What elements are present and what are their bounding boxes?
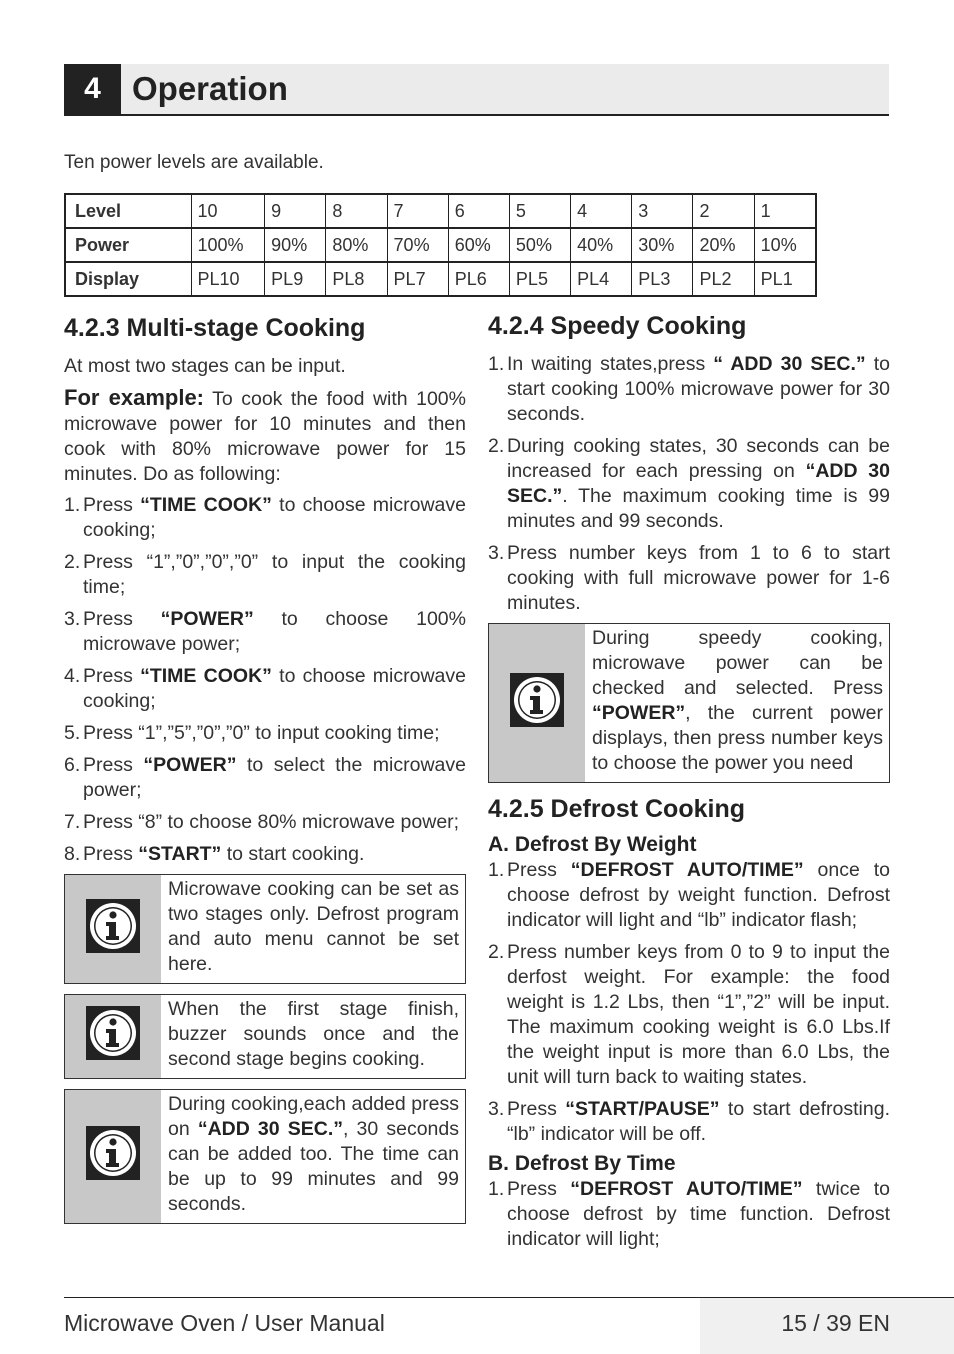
step-number: 8. (64, 843, 81, 865)
info-icon-box (489, 624, 585, 782)
text-fragment: to start cooking 100% microwave power for 30 seconds. (507, 353, 890, 425)
table-cell: 7 (387, 194, 448, 228)
step-number: 3. (488, 542, 505, 564)
text-fragment: Press number keys from 0 to 9 to input the derfost weight. For example: the food weight is 1.2 Lbs, then “1”,”2” will be input. The maximum cooking weight is 6.0 Lbs.If the weight input is more than 6.0 Lbs, the unit will turn back to waiting states. (507, 941, 890, 1088)
section-title-defrost: 4.2.5 Defrost Cooking (488, 795, 745, 823)
table-cell: 6 (448, 194, 509, 228)
bold-key-label: “DEFROST AUTO/TIME” (570, 859, 804, 881)
text-fragment: When the first stage finish, buzzer sounds once and the second stage begins cooking. (168, 998, 459, 1070)
text-fragment: During speedy cooking, microwave power can be checked and selected. Press (592, 627, 883, 699)
step-number: 1. (488, 859, 505, 881)
list-item (64, 550, 466, 600)
table-row (65, 228, 816, 262)
table-cell: PL5 (509, 262, 570, 296)
bold-key-label: “START/PAUSE” (565, 1098, 720, 1120)
table-cell: 50% (509, 228, 570, 262)
bold-key-label: “TIME COOK” (140, 494, 272, 516)
table-cell: 1 (754, 194, 816, 228)
defrost-time-steps (488, 1177, 890, 1252)
step-number: 5. (64, 722, 81, 744)
text-fragment: to choose microwave cooking; (83, 665, 466, 712)
text-fragment: Press “1”,”0”,”0”,”0” to input the cooking time; (83, 551, 466, 598)
table-cell: PL2 (693, 262, 754, 296)
text-fragment: Press (507, 859, 571, 881)
list-item (488, 1097, 890, 1147)
multistage-notes (64, 874, 466, 1224)
table-cell: 100% (191, 228, 265, 262)
text-fragment: to choose microwave cooking; (83, 494, 466, 541)
text-fragment: , 30 seconds can be added too. The time can be up to 99 minutes and 99 seconds. (168, 1118, 459, 1215)
info-icon-box (65, 1090, 161, 1223)
info-note (64, 1089, 466, 1224)
step-number: 4. (64, 665, 81, 687)
table-cell: PL7 (387, 262, 448, 296)
text-fragment: Press (83, 843, 139, 865)
list-item (64, 664, 466, 714)
list-item (488, 940, 890, 1090)
section-title-speedy: 4.2.4 Speedy Cooking (488, 312, 747, 340)
text-fragment: to select the microwave power; (83, 754, 466, 801)
bold-key-label: “POWER” (143, 754, 237, 776)
chapter-number: 4 (64, 64, 121, 114)
row-label: Level (65, 194, 191, 228)
text-fragment: Press (83, 608, 161, 630)
example-text: To cook the food with 100% microwave power for 10 minutes and then cook with 80% microwave power for 15 minutes. Do as following: (64, 388, 466, 485)
info-icon-box (65, 995, 161, 1078)
bold-key-label: “TIME COOK” (140, 665, 272, 687)
info-note-text (585, 624, 889, 782)
table-row (65, 262, 816, 296)
list-item (64, 753, 466, 803)
example-lead: For example: (64, 385, 205, 410)
table-cell: PL10 (191, 262, 265, 296)
footer-doc-title: Microwave Oven / User Manual (64, 1310, 385, 1336)
subsection-title-time: B. Defrost By Time (488, 1152, 676, 1175)
table-cell: 10% (754, 228, 816, 262)
table-cell: PL3 (632, 262, 693, 296)
bold-key-label: “POWER” (160, 608, 254, 630)
table-cell: 40% (571, 228, 632, 262)
list-item (488, 352, 890, 427)
text-fragment: Press “1”,”5”,”0”,”0” to input cooking time; (83, 722, 440, 744)
text-fragment: Press (83, 665, 141, 687)
text-fragment: once to choose defrost by weight function. Defrost indicator will light and “lb” indicator flash; (507, 859, 891, 931)
text-fragment: In waiting states,press (507, 353, 714, 375)
table-cell: 2 (693, 194, 754, 228)
bold-key-label: “ ADD 30 SEC.” (713, 353, 866, 375)
text-fragment: Press (507, 1098, 566, 1120)
table-row (65, 194, 816, 228)
step-number: 1. (488, 353, 505, 375)
step-number: 6. (64, 754, 81, 776)
info-note-text (161, 995, 465, 1078)
multistage-steps (64, 493, 466, 867)
subsection-title-weight: A. Defrost By Weight (488, 833, 697, 856)
bold-key-label: “DEFROST AUTO/TIME” (570, 1178, 803, 1200)
info-icon (85, 898, 141, 961)
text-fragment: to choose 100% microwave power; (83, 608, 466, 655)
list-item (64, 810, 466, 835)
text-fragment: Press (507, 1178, 571, 1200)
bold-key-label: “POWER” (592, 702, 686, 724)
info-note (488, 623, 890, 783)
speedy-note (488, 623, 890, 783)
table-cell: 60% (448, 228, 509, 262)
table-cell: 5 (509, 194, 570, 228)
row-label: Power (65, 228, 191, 262)
text-fragment: to start cooking. (221, 843, 365, 865)
chapter-header (64, 64, 889, 116)
table-cell: PL9 (265, 262, 326, 296)
step-number: 2. (64, 551, 81, 573)
text-fragment: Press number keys from 1 to 6 to start cooking with full microwave power for 1-6 minutes. (507, 542, 890, 614)
list-item (488, 1177, 890, 1252)
table-cell: 4 (571, 194, 632, 228)
list-item (64, 493, 466, 543)
table-cell: 20% (693, 228, 754, 262)
power-levels-intro: Ten power levels are available. (64, 152, 324, 173)
right-column (488, 310, 890, 1259)
table-cell: 3 (632, 194, 693, 228)
step-number: 1. (488, 1178, 505, 1200)
info-note-text (161, 1090, 465, 1223)
list-item (488, 541, 890, 616)
text-fragment: Press “8” to choose 80% microwave power; (83, 811, 460, 833)
step-number: 3. (64, 608, 81, 630)
left-column (64, 312, 466, 1234)
text-fragment: to start defrosting. “lb” indicator will be off. (507, 1098, 891, 1145)
multistage-limit: At most two stages can be input. (64, 355, 346, 377)
table-cell: 8 (326, 194, 387, 228)
info-icon (85, 1125, 141, 1188)
table-cell: PL8 (326, 262, 387, 296)
text-fragment: Press (83, 754, 144, 776)
text-fragment: , the current power displays, then press number keys to choose the power you need (592, 702, 883, 774)
table-cell: PL6 (448, 262, 509, 296)
list-item (64, 721, 466, 746)
text-fragment: During cooking,each added press on (168, 1093, 459, 1140)
table-cell: 70% (387, 228, 448, 262)
footer-page-number: 15 / 39 EN (781, 1310, 890, 1336)
text-fragment: . The maximum cooking time is 99 minutes and 99 seconds. (507, 485, 890, 532)
step-number: 3. (488, 1098, 505, 1120)
table-cell: 9 (265, 194, 326, 228)
list-item (64, 607, 466, 657)
text-fragment: Microwave cooking can be set as two stages only. Defrost program and auto menu cannot be set here. (168, 878, 459, 975)
list-item (488, 858, 890, 933)
speedy-steps (488, 352, 890, 616)
bold-key-label: “START” (138, 843, 222, 865)
info-icon (85, 1005, 141, 1068)
list-item (64, 842, 466, 867)
bold-key-label: “ADD 30 SEC.” (507, 460, 891, 507)
info-icon (509, 672, 565, 735)
info-note-text (161, 875, 465, 983)
text-fragment: twice to choose defrost by time function. Defrost indicator will light; (507, 1178, 891, 1250)
step-number: 1. (64, 494, 81, 516)
chapter-title: Operation (132, 70, 288, 107)
table-cell: PL4 (571, 262, 632, 296)
table-cell: PL1 (754, 262, 816, 296)
table-cell: 30% (632, 228, 693, 262)
step-number: 2. (488, 435, 505, 457)
multistage-example (64, 385, 466, 487)
table-cell: 10 (191, 194, 265, 228)
step-number: 2. (488, 941, 505, 963)
info-note (64, 994, 466, 1079)
list-item (488, 434, 890, 534)
info-icon-box (65, 875, 161, 983)
row-label: Display (65, 262, 191, 296)
bold-key-label: “ADD 30 SEC.” (197, 1118, 344, 1140)
defrost-weight-steps (488, 858, 890, 1147)
section-title-multistage: 4.2.3 Multi-stage Cooking (64, 314, 366, 342)
power-level-table (64, 193, 817, 297)
table-cell: 80% (326, 228, 387, 262)
step-number: 7. (64, 811, 81, 833)
info-note (64, 874, 466, 984)
text-fragment: Press (83, 494, 141, 516)
text-fragment: During cooking states, 30 seconds can be increased for each pressing on (507, 435, 890, 482)
table-cell: 90% (265, 228, 326, 262)
